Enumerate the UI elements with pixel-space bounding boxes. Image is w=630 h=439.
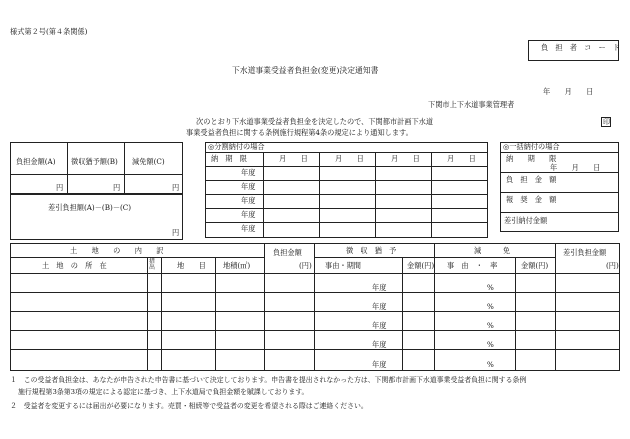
installment-year-3: 年度 [241,196,256,205]
payer-code-label: 負 担 者 コ ー ド [541,43,621,52]
col-area: 地積(㎡) [223,261,251,270]
lump-amount-label: 負 担 金 額 [506,175,557,184]
page-title: 下水道事業受益者負担金(変更)決定通知書 [232,66,379,75]
payer-code-box [528,40,619,61]
lump-header: ◎一括納付の場合 [503,142,560,151]
issuer-name: 下関市上下水道事業管理者 [428,100,515,109]
lump-sum-table [500,142,619,232]
col-burden-unit: (円) [299,261,312,270]
lump-net-label: 差引納付金額 [504,216,548,225]
header-defer: 徴 収 猶 予 [346,246,397,255]
note-2: ２ 受益者を変更するには届出が必要になります。売買・相続等で受益者の変更を希望される際はご連絡ください。 [10,402,368,410]
col-parcel: 措出 [149,258,156,271]
date-line: 年 月 日 [543,87,594,96]
note-1-line-2: 施行規程第3条第3項の規定による認定に基づき、上下水道局で負担金額を賦課しております。 [18,388,309,396]
form-label: 様式第２号(第４条関係) [10,27,88,36]
row5-percent: % [487,360,494,369]
installment-year-1: 年度 [241,168,256,177]
col-exempt-amount: 金額(円) [521,261,549,270]
col-burden-a: 負担金額(A) [16,157,56,166]
row5-year: 年度 [372,360,387,369]
col-defer-amount: 金額(円) [407,261,435,270]
installment-md-1: 月 日 [279,154,308,163]
header-land: 土 地 の 内 訳 [70,246,164,255]
installment-year-4: 年度 [241,210,256,219]
lump-reward-label: 報 奨 金 額 [506,195,557,204]
net-burden-box [10,194,183,240]
col-exempt-c: 減免額(C) [132,157,165,166]
col-exempt-reason: 事 由 ・ 率 [447,261,498,270]
col-defer-b: 徴収猶予額(B) [71,157,118,166]
yen-a: 円 [56,183,64,192]
seal-char: 印 [603,118,610,126]
installment-year-2: 年度 [241,182,256,191]
lump-due-label: 納 期 限 [506,154,557,163]
row3-year: 年度 [372,321,387,330]
net-burden-label: 差引負担額(A)－(B)－(C) [48,203,132,212]
yen-net: 円 [172,228,180,237]
row1-year: 年度 [372,283,387,292]
notice-line-1: 次のとおり下水道事業受益者負担金を決定したので、下関都市計画下水道 [196,117,434,126]
col-defer-reason: 事由・期間 [325,261,361,270]
notice-line-2: 事業受益者負担に関する条例施行規程第4条の規定により通知します。 [186,128,413,137]
installment-md-2: 月 日 [335,154,364,163]
row2-percent: % [487,302,494,311]
header-exempt: 減 免 [474,246,510,255]
installment-md-4: 月 日 [447,154,476,163]
col-net-unit: (円) [606,261,619,270]
installment-md-3: 月 日 [391,154,420,163]
col-location: 土 地 の 所 在 [42,261,107,270]
note-1-line-1: １ この受益者負担金は、あなたが申告された申告書に基づいて決定しております。申告書を提出されなかった方は、下関都市計画下水道事業受益者負担に関する条例 [10,376,527,384]
installment-header: ◎分割納付の場合 [208,142,265,151]
yen-b: 円 [113,183,121,192]
row2-year: 年度 [372,302,387,311]
amount-summary-table [10,142,183,240]
row4-year: 年度 [372,340,387,349]
installment-year-5: 年度 [241,224,256,233]
yen-c: 円 [172,183,180,192]
row3-percent: % [487,321,494,330]
row1-percent: % [487,283,494,292]
land-breakdown-table [10,243,620,371]
installment-due-label: 納 期 限 [211,154,247,163]
header-burden: 負担金額 [273,248,302,257]
installment-table [205,142,488,238]
lump-due-value: 年 月 日 [550,163,601,172]
seal-mark [601,117,611,127]
row4-percent: % [487,340,494,349]
col-category: 地 目 [177,261,206,270]
header-net: 差引負担金額 [563,248,607,257]
